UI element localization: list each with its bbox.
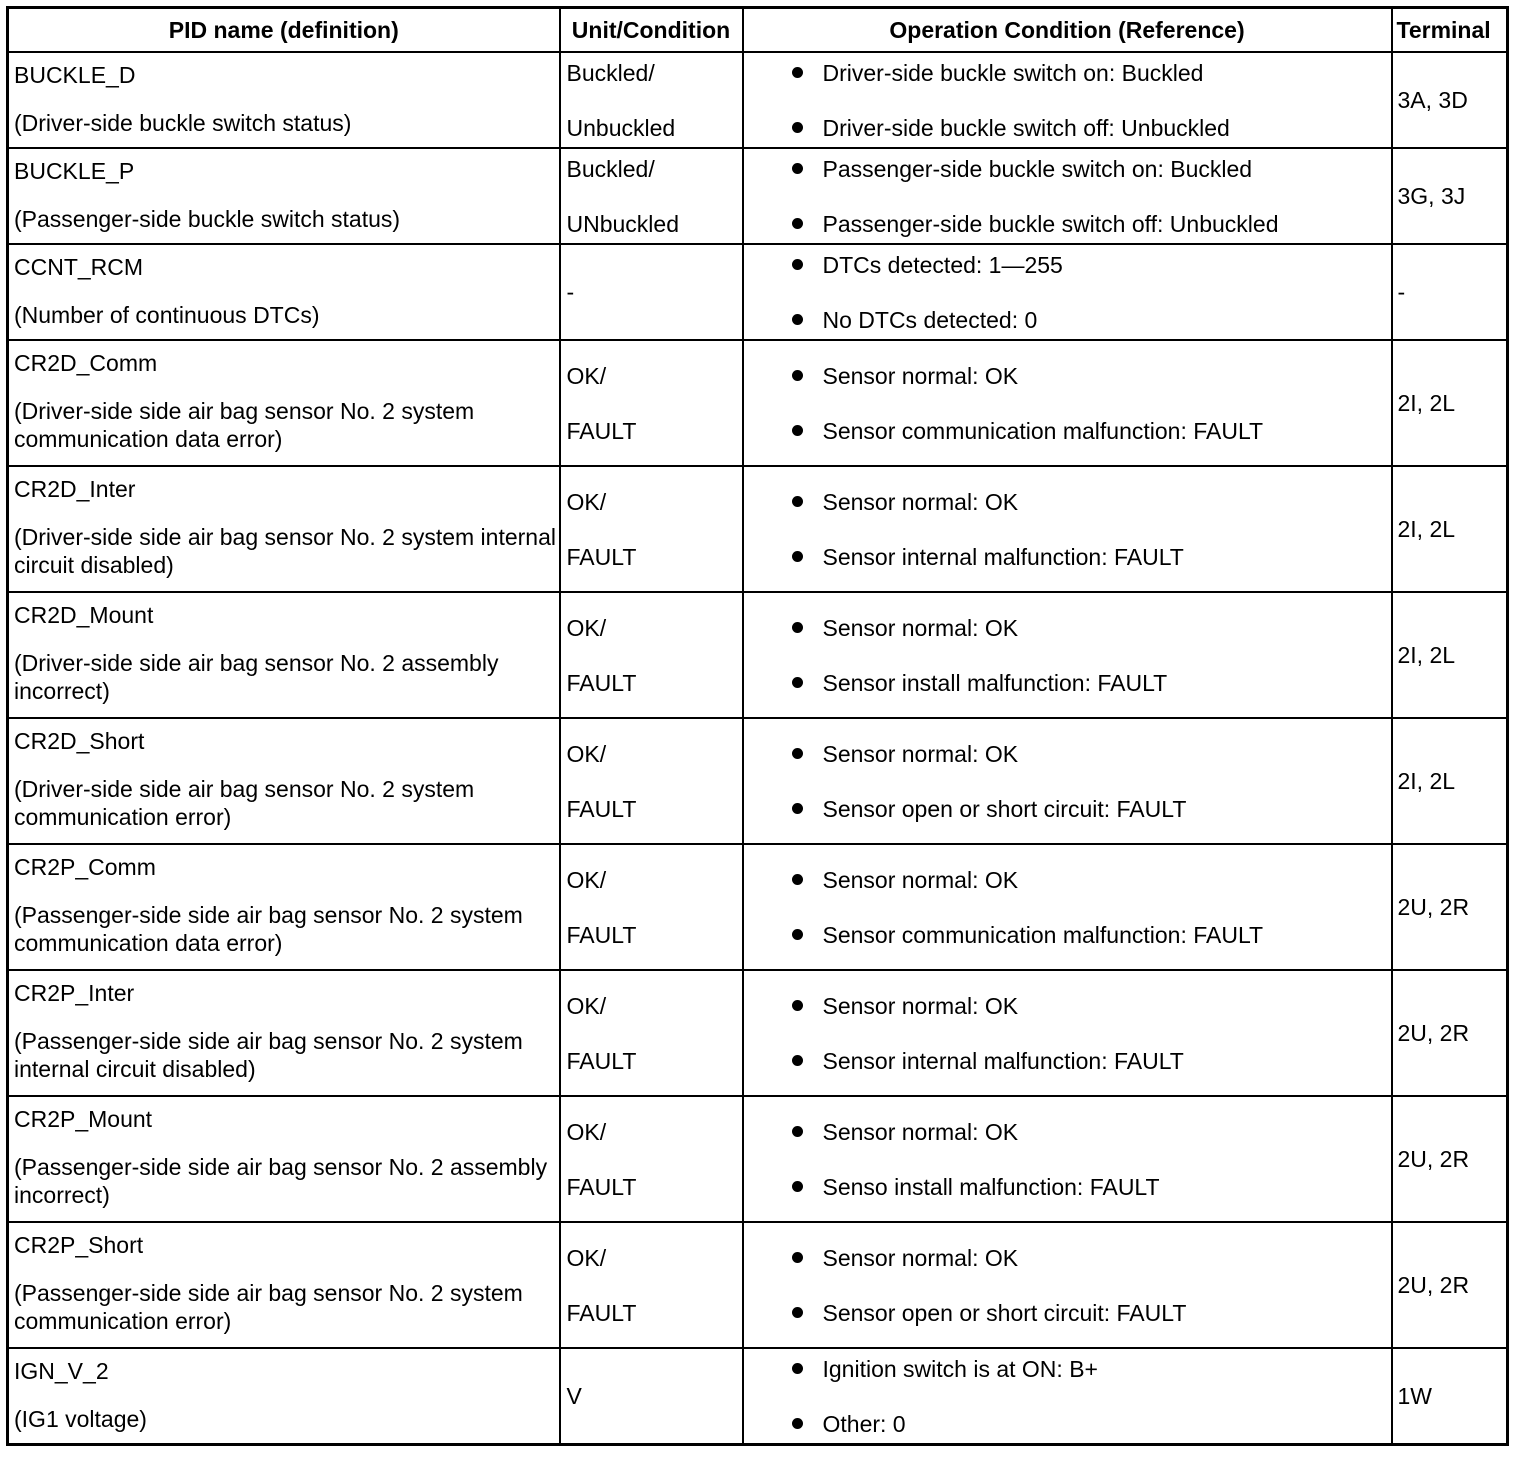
operation-item	[792, 1244, 1391, 1272]
unit-value: Buckled/	[566, 155, 655, 182]
operation-item	[792, 866, 1391, 894]
operation-text: DTCs detected: 1—255	[822, 251, 1063, 278]
pid-definition: (Passenger-side side air bag sensor No. 2 assembly incorrect)	[14, 1154, 548, 1208]
operation-text: Sensor communication malfunction: FAULT	[822, 921, 1264, 948]
operation-item	[792, 1173, 1391, 1201]
pid-definition: (IG1 voltage)	[14, 1406, 147, 1432]
operation-cell	[743, 52, 1392, 148]
operation-item	[792, 614, 1391, 642]
pid-definition: (Driver-side side air bag sensor No. 2 assembly incorrect)	[14, 650, 499, 704]
operation-item	[792, 210, 1391, 238]
terminal-cell: 3G, 3J	[1392, 148, 1508, 244]
bullet-icon	[792, 803, 803, 814]
operation-item	[792, 59, 1391, 87]
bullet-icon	[792, 314, 803, 325]
operation-text: Ignition switch is at ON: B+	[822, 1355, 1098, 1382]
unit-value: OK/	[566, 740, 607, 767]
operation-item	[792, 740, 1391, 768]
operation-text: Other: 0	[822, 1410, 906, 1437]
unit-cell	[560, 718, 743, 844]
bullet-icon	[792, 259, 803, 270]
operation-item	[792, 1410, 1391, 1438]
operation-text: Sensor communication malfunction: FAULT	[822, 417, 1264, 444]
operation-cell	[743, 970, 1392, 1096]
pid-cell	[8, 970, 560, 1096]
pid-cell	[8, 1096, 560, 1222]
operation-text: Sensor normal: OK	[822, 362, 1019, 389]
unit-value: OK/	[566, 992, 607, 1019]
pid-name: IGN_V_2	[14, 1358, 109, 1384]
operation-text: Sensor normal: OK	[822, 740, 1019, 767]
table-row	[8, 1222, 1508, 1348]
pid-cell	[8, 718, 560, 844]
operation-text: Sensor normal: OK	[822, 614, 1019, 641]
operation-cell	[743, 340, 1392, 466]
bullet-icon	[792, 1181, 803, 1192]
unit-cell	[560, 52, 743, 148]
pid-definition: (Number of continuous DTCs)	[14, 302, 320, 328]
operation-text: Passenger-side buckle switch off: Unbuckled	[822, 210, 1279, 237]
pid-name: CR2D_Comm	[14, 350, 158, 376]
terminal-cell: 2U, 2R	[1392, 970, 1508, 1096]
bullet-icon	[792, 874, 803, 885]
bullet-icon	[792, 929, 803, 940]
table-row	[8, 1348, 1508, 1445]
pid-cell	[8, 1348, 560, 1445]
bullet-icon	[792, 1363, 803, 1374]
operation-text: Sensor open or short circuit: FAULT	[822, 795, 1187, 822]
bullet-icon	[792, 1418, 803, 1429]
table-row	[8, 1096, 1508, 1222]
operation-item	[792, 251, 1391, 279]
pid-definition: (Passenger-side side air bag sensor No. 2 system communication error)	[14, 1280, 523, 1334]
bullet-icon	[792, 1000, 803, 1011]
bullet-icon	[792, 425, 803, 436]
table-row	[8, 466, 1508, 592]
operation-text: No DTCs detected: 0	[822, 306, 1038, 333]
table-row	[8, 592, 1508, 718]
operation-text: Sensor install malfunction: FAULT	[822, 669, 1168, 696]
pid-name: CR2P_Comm	[14, 854, 156, 880]
unit-value: FAULT	[566, 543, 637, 570]
unit-value: Buckled/	[566, 59, 655, 86]
bullet-icon	[792, 218, 803, 229]
table-row	[8, 244, 1508, 340]
unit-value: FAULT	[566, 417, 637, 444]
operation-item	[792, 543, 1391, 571]
operation-cell	[743, 1348, 1392, 1445]
unit-cell	[560, 148, 743, 244]
unit-value: OK/	[566, 866, 607, 893]
header-pid: PID name (definition)	[8, 8, 560, 53]
unit-value: OK/	[566, 488, 607, 515]
pid-name: CR2P_Inter	[14, 980, 135, 1006]
operation-item	[792, 1118, 1391, 1146]
pid-definition: (Driver-side buckle switch status)	[14, 110, 352, 136]
header-row	[8, 8, 1508, 53]
operation-cell	[743, 718, 1392, 844]
pid-name: CR2D_Mount	[14, 602, 154, 628]
operation-cell	[743, 466, 1392, 592]
unit-cell	[560, 244, 743, 340]
operation-item	[792, 1299, 1391, 1327]
unit-value: OK/	[566, 1244, 607, 1271]
operation-cell	[743, 844, 1392, 970]
bullet-icon	[792, 1055, 803, 1066]
pid-definition: (Driver-side side air bag sensor No. 2 system internal circuit disabled)	[14, 524, 556, 578]
pid-cell	[8, 52, 560, 148]
terminal-cell: 1W	[1392, 1348, 1508, 1445]
pid-cell	[8, 244, 560, 340]
terminal-cell: 2I, 2L	[1392, 466, 1508, 592]
operation-text: Sensor open or short circuit: FAULT	[822, 1299, 1187, 1326]
pid-cell	[8, 466, 560, 592]
bullet-icon	[792, 1126, 803, 1137]
pid-name: BUCKLE_P	[14, 158, 135, 184]
unit-cell	[560, 1222, 743, 1348]
unit-value: UNbuckled	[566, 210, 679, 237]
unit-cell	[560, 340, 743, 466]
unit-cell	[560, 970, 743, 1096]
bullet-icon	[792, 122, 803, 133]
terminal-cell: 2I, 2L	[1392, 340, 1508, 466]
table-row	[8, 52, 1508, 148]
unit-value: V	[566, 1383, 582, 1409]
header-operation: Operation Condition (Reference)	[743, 8, 1392, 53]
operation-item	[792, 114, 1391, 142]
operation-cell	[743, 1222, 1392, 1348]
operation-cell	[743, 592, 1392, 718]
terminal-cell: 2I, 2L	[1392, 718, 1508, 844]
pid-cell	[8, 592, 560, 718]
operation-item	[792, 417, 1391, 445]
terminal-cell: 3A, 3D	[1392, 52, 1508, 148]
terminal-cell: 2I, 2L	[1392, 592, 1508, 718]
operation-text: Driver-side buckle switch off: Unbuckled	[822, 114, 1230, 141]
bullet-icon	[792, 748, 803, 759]
pid-name: CCNT_RCM	[14, 254, 144, 280]
table-row	[8, 844, 1508, 970]
terminal-cell: 2U, 2R	[1392, 844, 1508, 970]
operation-item	[792, 488, 1391, 516]
pid-name: BUCKLE_D	[14, 62, 136, 88]
operation-text: Senso install malfunction: FAULT	[822, 1173, 1160, 1200]
unit-value: OK/	[566, 1118, 607, 1145]
operation-item	[792, 155, 1391, 183]
unit-value: -	[566, 279, 575, 305]
terminal-cell: 2U, 2R	[1392, 1222, 1508, 1348]
operation-text: Sensor internal malfunction: FAULT	[822, 1047, 1184, 1074]
operation-text: Driver-side buckle switch on: Buckled	[822, 59, 1204, 86]
terminal-cell: -	[1392, 244, 1508, 340]
operation-item	[792, 362, 1391, 390]
terminal-cell: 2U, 2R	[1392, 1096, 1508, 1222]
operation-cell	[743, 1096, 1392, 1222]
operation-text: Sensor normal: OK	[822, 1244, 1019, 1271]
pid-name: CR2D_Inter	[14, 476, 136, 502]
operation-item	[792, 795, 1391, 823]
unit-value: OK/	[566, 362, 607, 389]
pid-cell	[8, 844, 560, 970]
pid-definition: (Passenger-side buckle switch status)	[14, 206, 401, 232]
operation-cell	[743, 244, 1392, 340]
table-row	[8, 340, 1508, 466]
unit-cell	[560, 466, 743, 592]
pid-table	[6, 6, 1509, 1446]
bullet-icon	[792, 67, 803, 78]
operation-item	[792, 306, 1391, 334]
unit-cell	[560, 1348, 743, 1445]
operation-item	[792, 669, 1391, 697]
header-terminal: Terminal	[1392, 8, 1508, 53]
operation-text: Sensor normal: OK	[822, 1118, 1019, 1145]
operation-item	[792, 1047, 1391, 1075]
table-row	[8, 148, 1508, 244]
bullet-icon	[792, 677, 803, 688]
operation-item	[792, 921, 1391, 949]
operation-text: Passenger-side buckle switch on: Buckled	[822, 155, 1253, 182]
operation-item	[792, 992, 1391, 1020]
bullet-icon	[792, 551, 803, 562]
pid-name: CR2P_Short	[14, 1232, 144, 1258]
bullet-icon	[792, 1252, 803, 1263]
pid-name: CR2D_Short	[14, 728, 145, 754]
unit-value: Unbuckled	[566, 114, 676, 141]
unit-value: FAULT	[566, 669, 637, 696]
unit-value: FAULT	[566, 795, 637, 822]
pid-definition: (Passenger-side side air bag sensor No. 2 system internal circuit disabled)	[14, 1028, 523, 1082]
bullet-icon	[792, 370, 803, 381]
pid-definition: (Driver-side side air bag sensor No. 2 system communication error)	[14, 776, 475, 830]
bullet-icon	[792, 622, 803, 633]
bullet-icon	[792, 496, 803, 507]
unit-value: FAULT	[566, 1047, 637, 1074]
unit-cell	[560, 592, 743, 718]
unit-cell	[560, 844, 743, 970]
unit-value: FAULT	[566, 1299, 637, 1326]
unit-cell	[560, 1096, 743, 1222]
pid-definition: (Passenger-side side air bag sensor No. 2 system communication data error)	[14, 902, 523, 956]
pid-definition: (Driver-side side air bag sensor No. 2 system communication data error)	[14, 398, 475, 452]
bullet-icon	[792, 163, 803, 174]
operation-item	[792, 1355, 1391, 1383]
unit-value: FAULT	[566, 1173, 637, 1200]
pid-cell	[8, 148, 560, 244]
header-unit: Unit/Condition	[560, 8, 743, 53]
pid-cell	[8, 340, 560, 466]
operation-text: Sensor normal: OK	[822, 866, 1019, 893]
bullet-icon	[792, 1307, 803, 1318]
pid-cell	[8, 1222, 560, 1348]
table-row	[8, 718, 1508, 844]
operation-text: Sensor normal: OK	[822, 992, 1019, 1019]
operation-cell	[743, 148, 1392, 244]
operation-text: Sensor internal malfunction: FAULT	[822, 543, 1184, 570]
pid-name: CR2P_Mount	[14, 1106, 153, 1132]
table-row	[8, 970, 1508, 1096]
unit-value: OK/	[566, 614, 607, 641]
operation-text: Sensor normal: OK	[822, 488, 1019, 515]
unit-value: FAULT	[566, 921, 637, 948]
